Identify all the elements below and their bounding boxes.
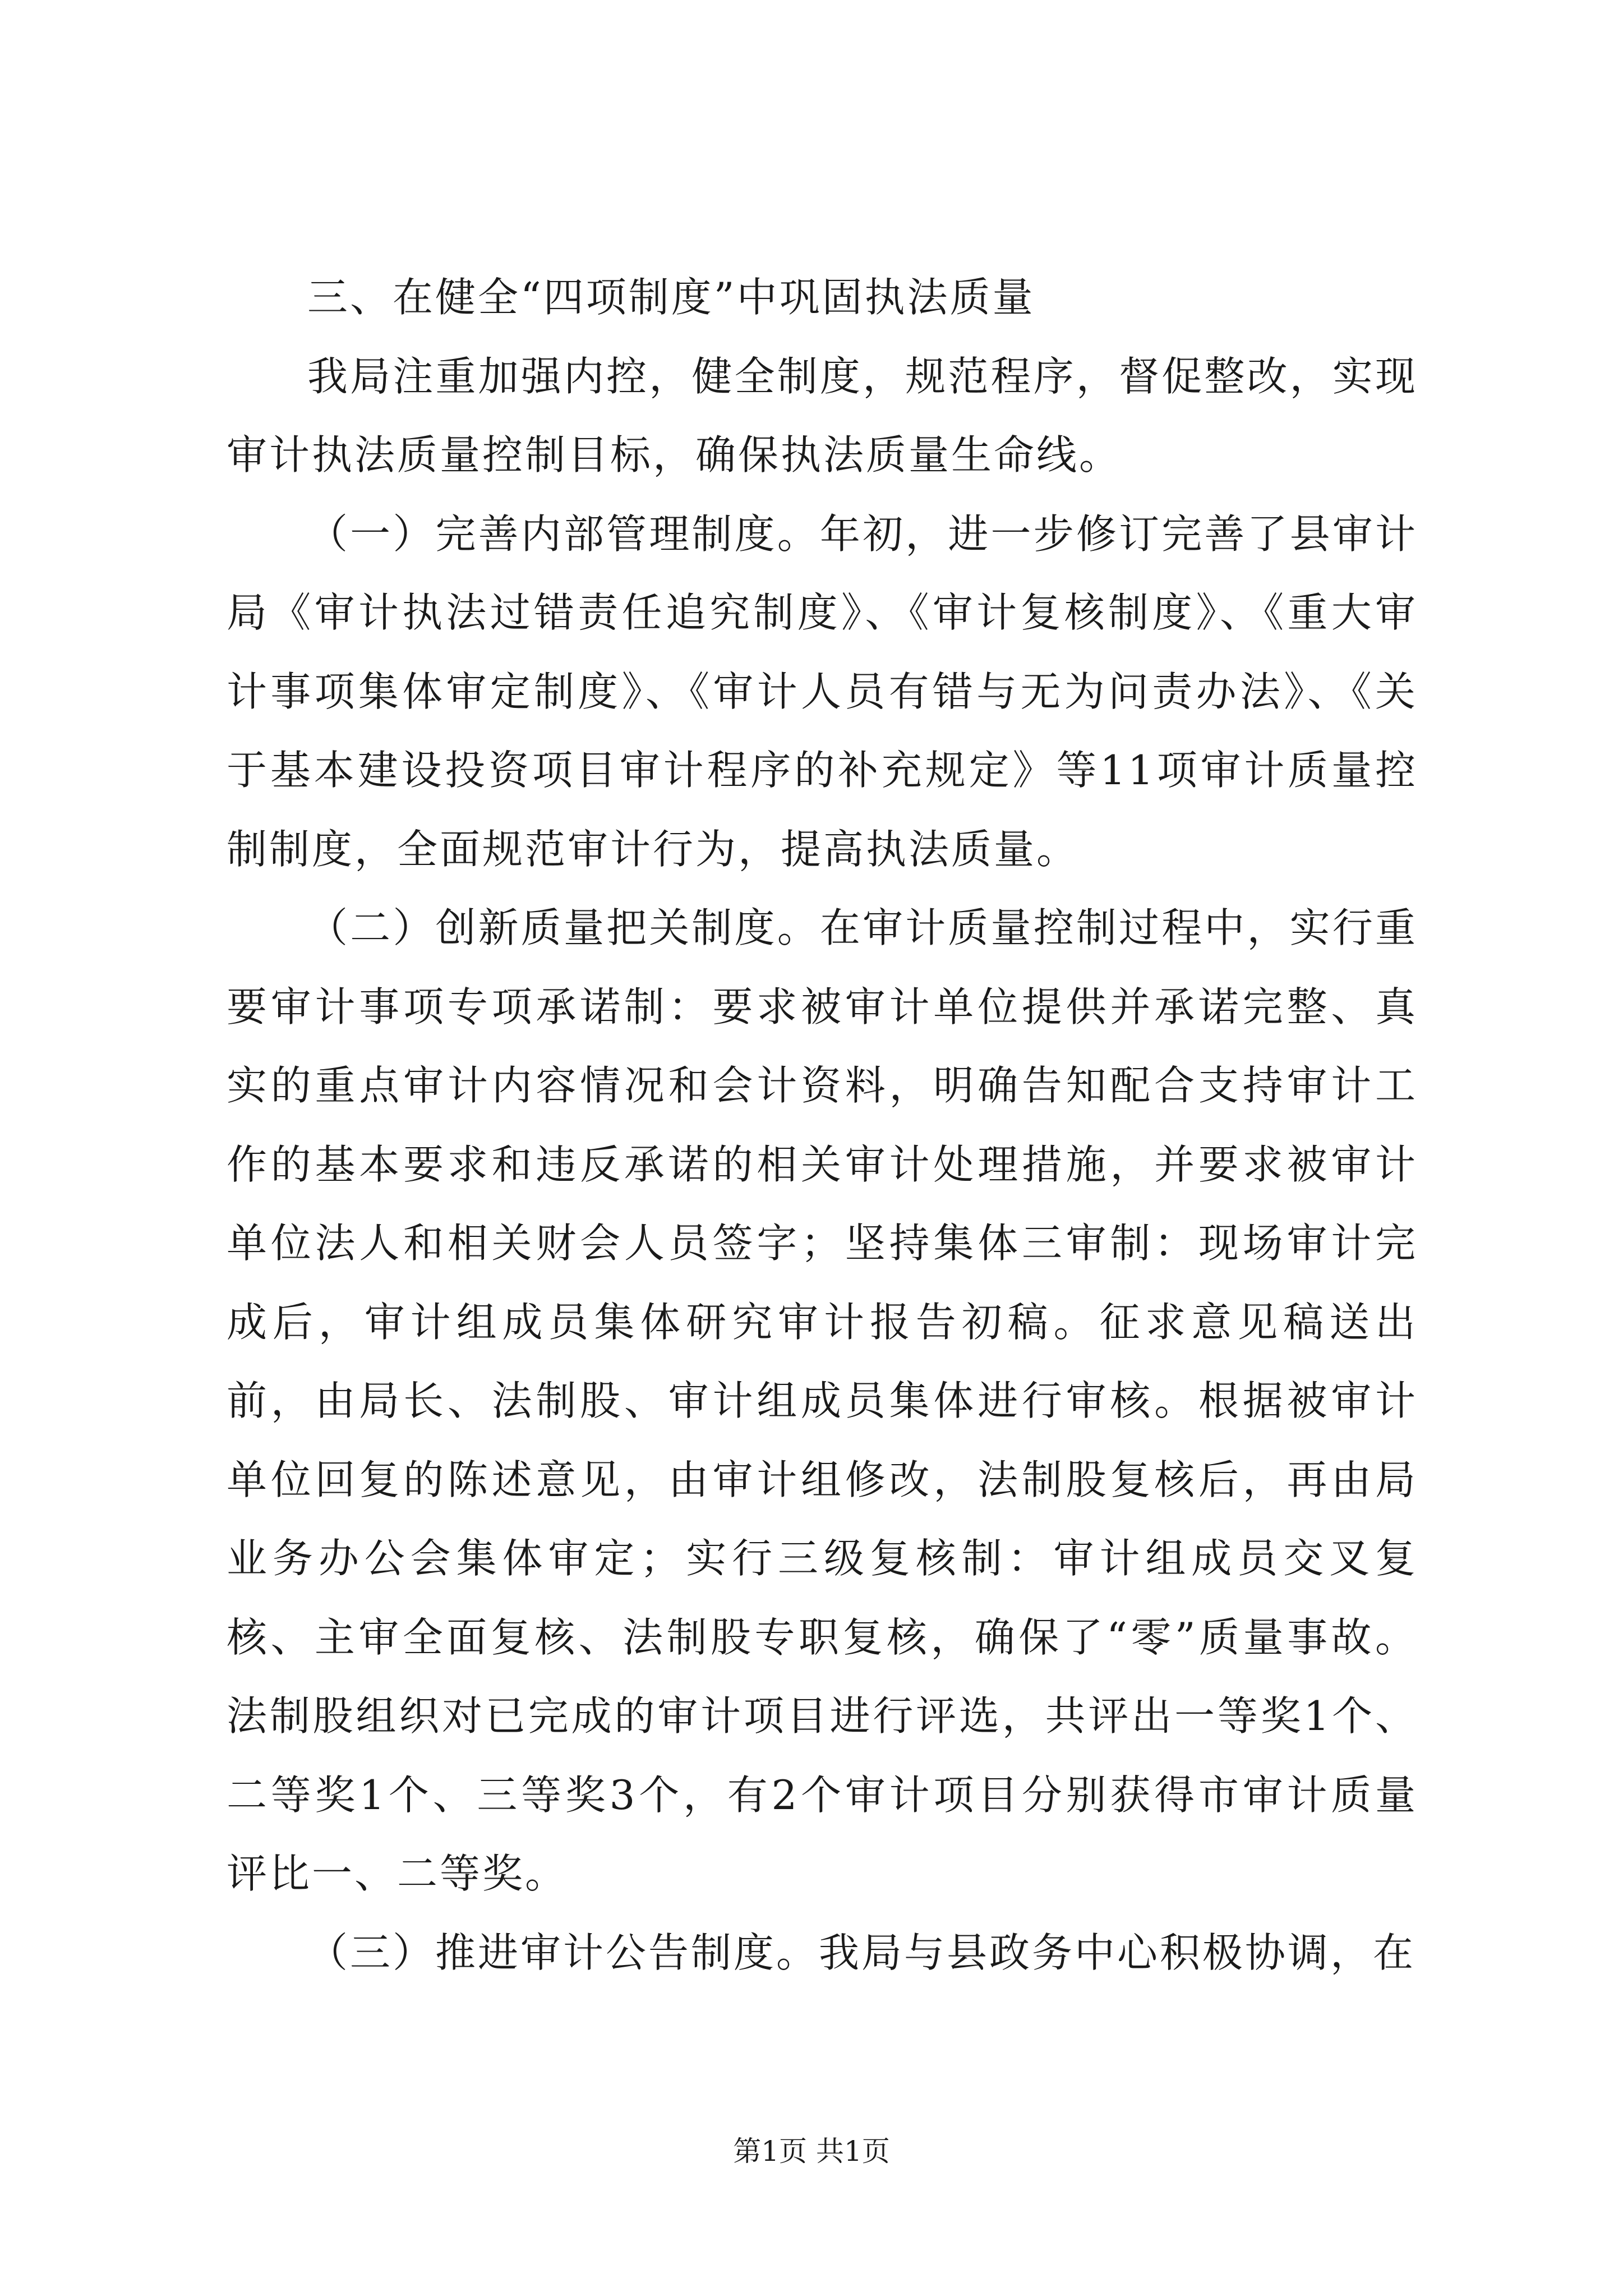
paragraph-intro: 我局注重加强内控，健全制度，规范程序，督促整改，实现审计执法质量控制目标，确保执法质量生命线。 <box>227 352 1418 478</box>
paragraph-quality-control: （二）创新质量把关制度。在审计质量控制过程中，实行重要审计事项专项承诺制：要求被审计单位提供并承诺完整、真实的重点审计内容情况和会计资料，明确告知配合支持审计工作的基本要求和违反承诺的相关审计处理措施，并要求被审计单位法人和相关财会人员签字；坚持集体三审制：现场审计完成后，审计组成员集体研究审计报告初稿。征求意见稿送出前，由局长、法制股、审计组成员集体进行审核。根据被审计单位回复的陈述意见，由审计组修改，法制股复核后，再由局业务办公会集体审定；实行三级复核制：审计组成员交叉复核、主审全面复核、法制股专职复核，确保了“零”质量事故。法制股组织对已完成的审计项目进行评选，共评出一等奖1个、二等奖1个、三等奖3个，有2个审计项目分别获得市审计质量评比一、二等奖。 <box>227 904 1418 1897</box>
section-heading: 三、在健全“四项制度”中巩固执法质量 <box>307 274 1035 321</box>
paragraph-audit-announcement: （三）推进审计公告制度。我局与县政务中心积极协调，在 <box>307 1929 1416 1976</box>
page-number-footer: 第1页 共1页 <box>733 2135 890 2168</box>
paragraph-internal-management: （一）完善内部管理制度。年初，进一步修订完善了县审计局《审计执法过错责任追究制度》、《审计复核制度》、《重大审计事项集体审定制度》、《审计人员有错与无为问责办法》、《关于基本建设投资项目审计程序的补充规定》等11项审计质量控制制度，全面规范审计行为，提高执法质量。 <box>227 510 1418 873</box>
document-body <box>227 258 1418 1992</box>
